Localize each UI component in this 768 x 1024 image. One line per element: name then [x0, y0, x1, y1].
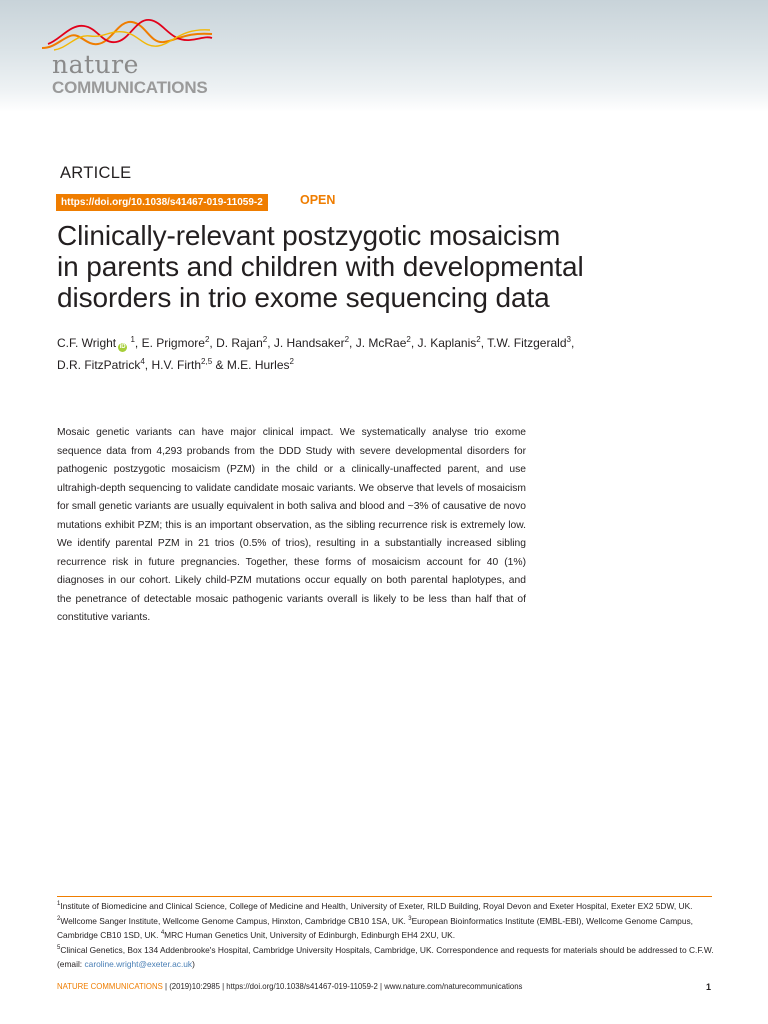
affiliation-text: MRC Human Genetics Unit, University of Edinburgh, Edinburgh EH4 2XU, UK. [164, 930, 456, 940]
open-access-label: OPEN [300, 193, 336, 207]
page-number: 1 [706, 982, 712, 992]
orcid-icon[interactable]: iD [119, 344, 126, 350]
journal-logo-nature: nature [52, 50, 139, 79]
page-footer [57, 982, 522, 992]
author-affiliation-number: 2 [406, 335, 411, 344]
journal-logo-communications: COMMUNICATIONS [52, 78, 208, 97]
title-line: disorders in trio exome sequencing data [57, 282, 550, 313]
author-affiliation-number: 3 [566, 335, 571, 344]
footer-journal-name: NATURE COMMUNICATIONS [57, 982, 163, 991]
author-name: T.W. Fitzgerald [487, 336, 567, 350]
affiliation-text: Wellcome Sanger Institute, Wellcome Genome Campus, Hinxton, Cambridge CB10 1SA, UK. [60, 915, 409, 926]
article-title [57, 220, 717, 313]
author-affiliation-number: 1 [130, 335, 135, 344]
title-line: Clinically-relevant postzygotic mosaicism [57, 220, 561, 251]
author-affiliation-number: 2 [204, 335, 210, 344]
footer-citation: | (2019)10:2985 | https://doi.org/10.1038/s41467-019-11059-2 | www.nature.com/naturecommunications [162, 982, 523, 991]
title-line: in parents and children with developmental [57, 251, 584, 282]
author-name: D. Rajan [216, 336, 263, 350]
author-name: H.V. Firth [151, 358, 202, 372]
affiliation-number: 1 [57, 901, 61, 908]
affiliation-number: 4 [160, 930, 165, 937]
author-name: J. Handsaker [273, 336, 345, 350]
author-affiliation-number: 2,5 [201, 357, 213, 366]
abstract: Mosaic genetic variants can have major clinical impact. We systematically analyse trio exome sequence data from 4,293 probands from the DDD Study with severe developmental disorders for pathogenic postzygotic mosaicism (PZM) in the child or a clinically-unaffected parent, and use ultrahigh-depth sequencing to validate candidate mosaic variants. We observe that levels of mosaicism for small genetic variants are usually equivalent in both saliva and blood and ~3% of causative de novo mutations exhibit PZM; this is an important observation, as the sibling recurrence risk is extremely low. We identify parental PZM in 21 trios (0.5% of trios), resulting in a substantially increased sibling recurrence risk in future pregnancies. Together, these forms of mosaicism account for 40 (1%) diagnoses in our cohort. Likely child-PZM mutations occur equally on both parental haplotypes, and the penetrance of detectable mosaic pathogenic variants overall is likely to be less than half that of constitutive variants. [57, 427, 526, 623]
author-affiliation-number: 4 [140, 357, 145, 366]
author-name: C.F. Wright [57, 336, 117, 350]
article-type-label: ARTICLE [60, 164, 132, 182]
affiliation-text: Institute of Biomedicine and Clinical Science, College of Medicine and Health, University of Exeter, RILD Building, Royal Devon and Exeter Hospital, Exeter EX2 5DW, UK. [60, 901, 693, 911]
journal-logo-waves-icon [40, 14, 215, 54]
affiliation-text: Clinical Genetics, Box 134 Addenbrooke's Hospital, Cambridge University Hospitals, Cambridge, UK. Correspondence and requests for materials should be addressed to C.F.W. (email: [57, 944, 714, 969]
affiliation-number: 2 [57, 915, 61, 922]
author-affiliation-number: 2 [262, 335, 268, 344]
affiliations: $^1$Institute of Biomedicine and Clinical Science, College of Medicine and Health, University of Exeter, RILD Building, Royal Devon and Exeter Hospital, Exeter EX2 5DW, UK. $^2$Wellcome Sanger Institute, Wellcome Genome Campus, Hinxton, Cambridge CB10 1SA, UK. $^3$European Bioinformatics Institute (EMBL-EBI), Wellcome Genome Campus, Cambridge CB10 1SD, UK. $^4$MRC Human Genetics Unit, University of Edinburgh, Edinburgh EH4 2XU, UK. $^5$Clinical Genetics, Box 134 Addenbrooke's Hospital, Cambridge University Hospitals, Cambridge, UK. Correspondence and requests for materials should be addressed to C.F.W. (email: caroline.wright@exeter.ac.uk) [57, 901, 714, 969]
affiliation-number: 5 [57, 944, 61, 951]
affiliation-number: 3 [408, 915, 412, 922]
author-name: E. Prigmore [141, 336, 205, 350]
affiliation-text: European Bioinformatics Institute (EMBL-EBI), Wellcome Genome Campus, Cambridge CB10 1SD, UK. [57, 915, 694, 940]
author-name: D.R. FitzPatrick [57, 358, 141, 372]
author-name: J. McRae [355, 336, 407, 350]
author-list: C.F. Wright iD $^1$, E. Prigmore$^2$, D. Rajan$^2$, J. Handsaker$^2$, J. McRae$^2$, J. Kaplanis$^2$, T.W. Fitzgerald$^3$, D.R. FitzPatrick$^4$, H.V. Firth$^{2,5}$ & M.E. Hurles$^2$ [57, 335, 575, 372]
contact-email-link[interactable]: caroline.wright@exeter.ac.uk [84, 959, 193, 969]
footnote-divider [57, 896, 712, 897]
author-name: M.E. Hurles [226, 358, 290, 372]
author-affiliation-number: 2 [289, 357, 294, 366]
author-name: J. Kaplanis [417, 336, 477, 350]
author-affiliation-number: 2 [344, 335, 350, 344]
doi-link-badge[interactable]: https://doi.org/10.1038/s41467-019-11059-2 [56, 194, 268, 211]
author-affiliation-number: 2 [476, 335, 481, 344]
